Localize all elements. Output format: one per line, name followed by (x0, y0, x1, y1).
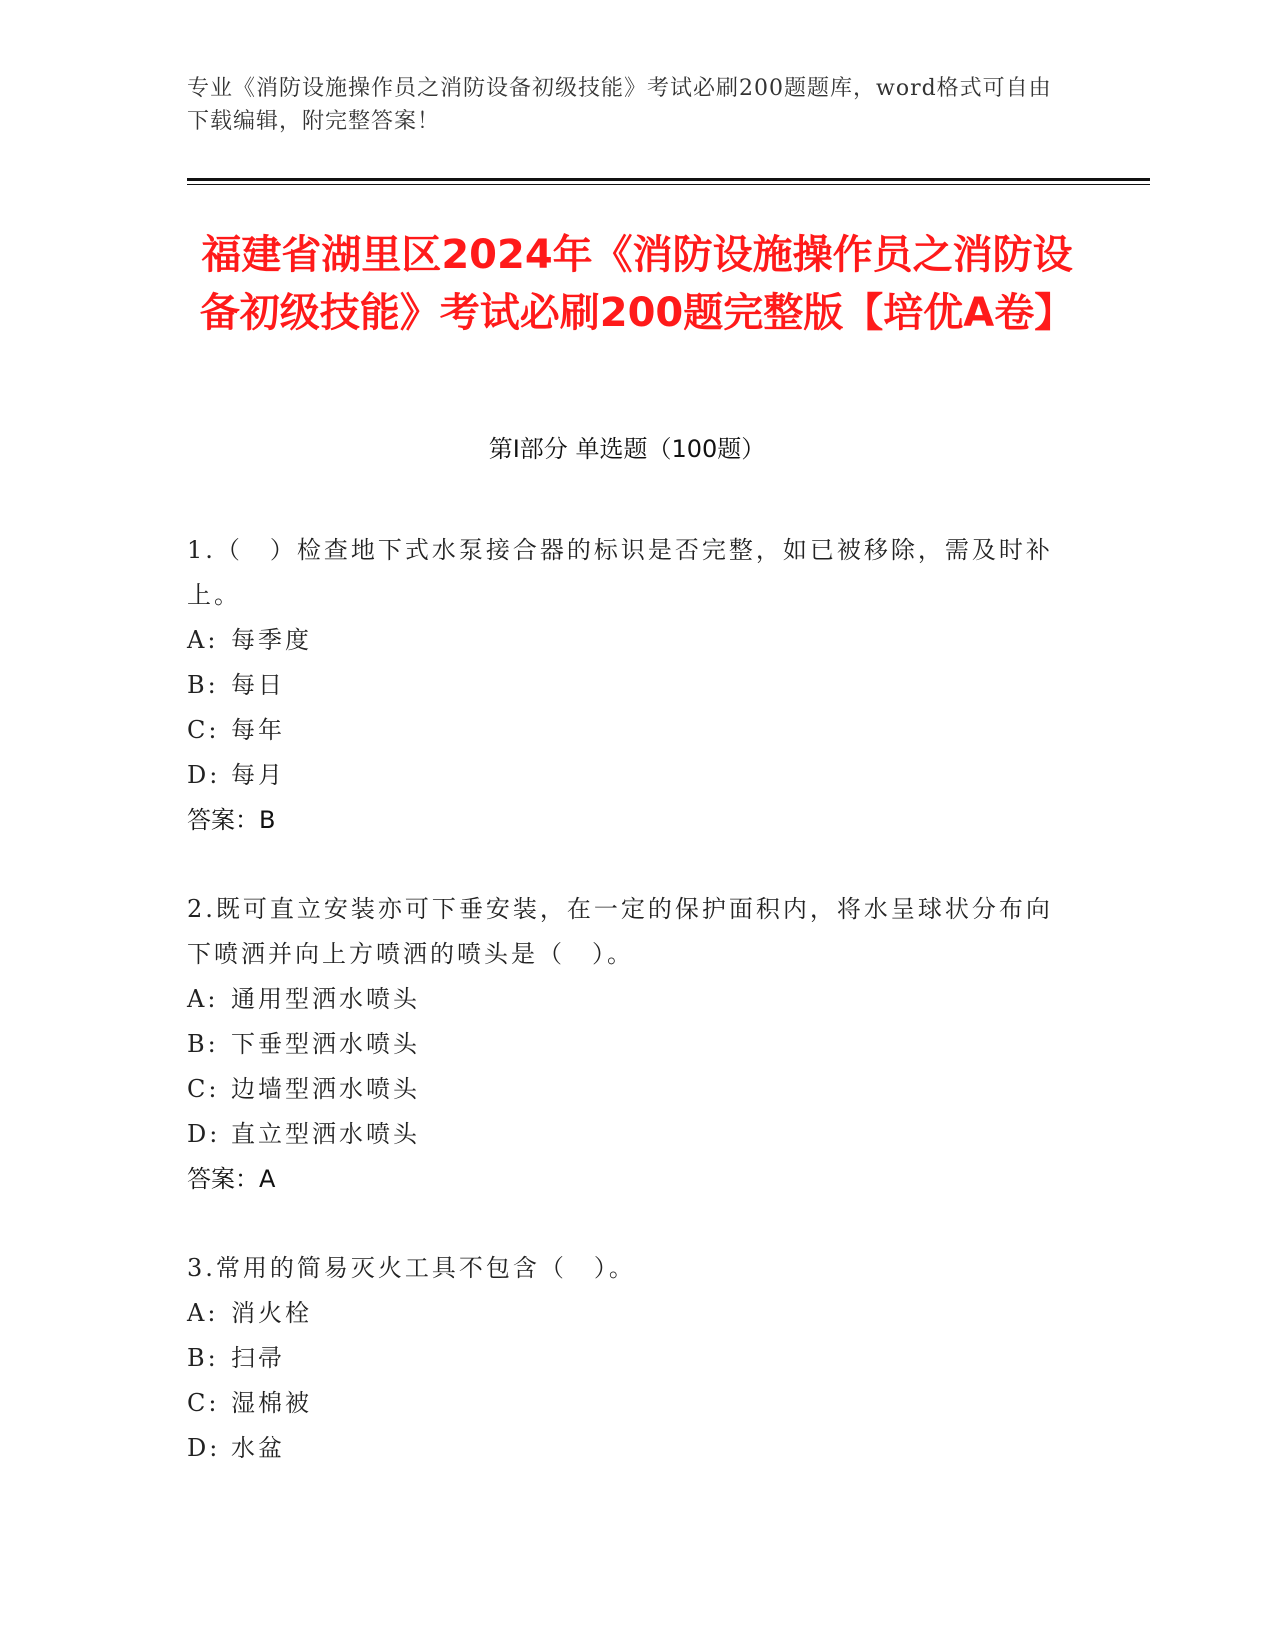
document-title: 福建省湖里区2024年《消防设施操作员之消防设备初级技能》考试必刷200题完整版【培优A卷】 (199, 232, 1075, 336)
header-rule-thick (187, 178, 1150, 181)
option-letter: B: (187, 1030, 219, 1058)
section-heading: 第I部分 单选题（100题） (488, 435, 766, 463)
option-letter: B: (187, 1344, 219, 1372)
option-text: 直立型洒水喷头 (231, 1120, 420, 1148)
option-letter: D: (187, 761, 221, 789)
option-text: 消火栓 (231, 1299, 312, 1327)
option-letter: C: (187, 716, 220, 744)
option-text: 水盆 (231, 1434, 285, 1462)
option-letter: A: (187, 985, 219, 1013)
question-stem: 1.（ ）检查地下式水泵接合器的标识是否完整，如已被移除，需及时补上。 (187, 536, 1053, 609)
answer-line: 答案：B (187, 806, 276, 834)
option-text: 扫帚 (231, 1344, 285, 1372)
question-stem: 2.既可直立安装亦可下垂安装，在一定的保护面积内，将水呈球状分布向下喷洒并向上方喷洒的喷头是（ ）。 (187, 895, 1053, 968)
option-letter: B: (187, 671, 219, 699)
option-c (187, 708, 1067, 753)
option-letter: C: (187, 1075, 220, 1103)
option-text: 每季度 (231, 626, 312, 654)
option-b (187, 663, 1067, 708)
question-list (187, 528, 1067, 1515)
option-letter: D: (187, 1120, 221, 1148)
option-d (187, 1112, 1067, 1157)
option-letter: D: (187, 1434, 221, 1462)
option-text: 通用型洒水喷头 (231, 985, 420, 1013)
option-b (187, 1336, 1067, 1381)
question-stem: 3.常用的简易灭火工具不包含（ ）。 (187, 1254, 636, 1282)
question-item (187, 1246, 1067, 1471)
option-d (187, 1426, 1067, 1471)
option-text: 每月 (231, 761, 285, 789)
option-c (187, 1381, 1067, 1426)
option-d (187, 753, 1067, 798)
option-a (187, 977, 1067, 1022)
option-a (187, 618, 1067, 663)
option-letter: C: (187, 1389, 220, 1417)
option-text: 边墙型洒水喷头 (231, 1075, 420, 1103)
option-a (187, 1291, 1067, 1336)
header-note: 专业《消防设施操作员之消防设备初级技能》考试必刷200题题库，word格式可自由下载编辑，附完整答案！ (187, 76, 1052, 134)
option-letter: A: (187, 626, 219, 654)
option-text: 湿棉被 (231, 1389, 312, 1417)
option-c (187, 1067, 1067, 1112)
option-text: 每日 (231, 671, 285, 699)
question-item (187, 528, 1067, 843)
option-text: 下垂型洒水喷头 (231, 1030, 420, 1058)
question-item (187, 887, 1067, 1202)
answer-line: 答案：A (187, 1165, 276, 1193)
option-letter: A: (187, 1299, 219, 1327)
option-b (187, 1022, 1067, 1067)
header-rule-thin (187, 184, 1150, 185)
option-text: 每年 (231, 716, 285, 744)
